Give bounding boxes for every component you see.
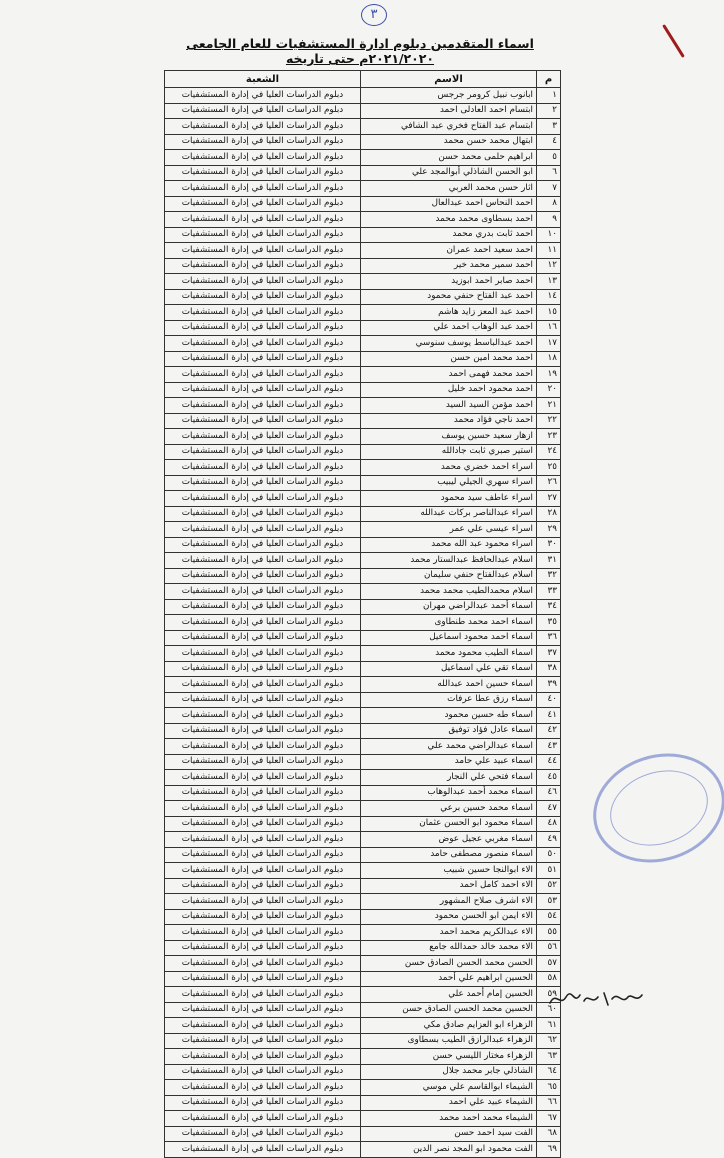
row-number: ٨: [537, 196, 561, 212]
row-branch: دبلوم الدراسات العليا في إدارة المستشفيات: [165, 320, 361, 336]
row-number: ٢٦: [537, 475, 561, 491]
row-branch: دبلوم الدراسات العليا في إدارة المستشفيات: [165, 863, 361, 879]
table-row: [165, 1049, 561, 1065]
row-branch: دبلوم الدراسات العليا في إدارة المستشفيات: [165, 243, 361, 259]
table-body: [165, 88, 561, 1158]
table-row: [165, 522, 561, 538]
row-branch: دبلوم الدراسات العليا في إدارة المستشفيات: [165, 413, 361, 429]
row-name: اسماء أحمد عبدالراضي مهران: [361, 599, 537, 615]
table-row: [165, 1002, 561, 1018]
row-branch: دبلوم الدراسات العليا في إدارة المستشفيات: [165, 382, 361, 398]
row-name: اسلام عبدالفتاح حنفي سليمان: [361, 568, 537, 584]
row-number: ١٥: [537, 305, 561, 321]
row-branch: دبلوم الدراسات العليا في إدارة المستشفيات: [165, 677, 361, 693]
header-branch: الشعبة: [165, 71, 361, 88]
row-name: اسماء محمد أحمد عبدالوهاب: [361, 785, 537, 801]
row-number: ٤٢: [537, 723, 561, 739]
row-number: ١٣: [537, 274, 561, 290]
table-row: [165, 1064, 561, 1080]
row-number: ١١: [537, 243, 561, 259]
row-number: ٢١: [537, 398, 561, 414]
row-number: ٣٧: [537, 646, 561, 662]
row-branch: دبلوم الدراسات العليا في إدارة المستشفيات: [165, 150, 361, 166]
row-number: ١٧: [537, 336, 561, 352]
row-number: ٤٣: [537, 739, 561, 755]
row-number: ٥٤: [537, 909, 561, 925]
row-name: احمد عبد المعز زايد هاشم: [361, 305, 537, 321]
row-number: ٢٢: [537, 413, 561, 429]
table-row: [165, 568, 561, 584]
row-number: ٣٣: [537, 584, 561, 600]
signature: [548, 985, 644, 1011]
table-row: [165, 134, 561, 150]
row-number: ٢٩: [537, 522, 561, 538]
row-number: ٦٤: [537, 1064, 561, 1080]
row-name: اسراء عاطف سيد محمود: [361, 491, 537, 507]
row-branch: دبلوم الدراسات العليا في إدارة المستشفيات: [165, 940, 361, 956]
row-name: اسماء احمد محمد طنطاوى: [361, 615, 537, 631]
header-name: الاسم: [361, 71, 537, 88]
row-branch: دبلوم الدراسات العليا في إدارة المستشفيات: [165, 444, 361, 460]
row-number: ٤٨: [537, 816, 561, 832]
table-row: [165, 692, 561, 708]
row-branch: دبلوم الدراسات العليا في إدارة المستشفيات: [165, 646, 361, 662]
row-branch: دبلوم الدراسات العليا في إدارة المستشفيات: [165, 909, 361, 925]
table-row: [165, 1018, 561, 1034]
row-branch: دبلوم الدراسات العليا في إدارة المستشفيات: [165, 119, 361, 135]
row-name: احمد عبدالباسط يوسف سنوسي: [361, 336, 537, 352]
row-name: الحسن محمد الحسن الصادق حسن: [361, 956, 537, 972]
table-row: [165, 677, 561, 693]
row-name: احمد عبد الفتاح حنفي محمود: [361, 289, 537, 305]
table-row: [165, 754, 561, 770]
table-row: [165, 1080, 561, 1096]
row-branch: دبلوم الدراسات العليا في إدارة المستشفيات: [165, 553, 361, 569]
row-name: احمد ثابت بدري محمد: [361, 227, 537, 243]
row-number: ٣٤: [537, 599, 561, 615]
row-name: احمد سعيد احمد عمران: [361, 243, 537, 259]
table-row: [165, 444, 561, 460]
row-number: ٥٢: [537, 878, 561, 894]
row-name: اسماء فتحي علي النجار: [361, 770, 537, 786]
table-row: [165, 940, 561, 956]
row-number: ٦٠: [537, 1002, 561, 1018]
table-row: [165, 367, 561, 383]
applicants-table: [164, 70, 561, 1158]
row-name: احمد مؤمن السيد السيد: [361, 398, 537, 414]
row-number: ٥٠: [537, 847, 561, 863]
table-row: [165, 460, 561, 476]
table-row: [165, 243, 561, 259]
table-row: [165, 894, 561, 910]
row-branch: دبلوم الدراسات العليا في إدارة المستشفيات: [165, 351, 361, 367]
table-row: [165, 599, 561, 615]
row-branch: دبلوم الدراسات العليا في إدارة المستشفيات: [165, 692, 361, 708]
table-row: [165, 1142, 561, 1158]
row-name: احمد بسطاوى محمد محمد: [361, 212, 537, 228]
row-name: الاء اشرف صلاح المشهور: [361, 894, 537, 910]
table-row: [165, 739, 561, 755]
row-name: ابو الحسن الشاذلي أبوالمجد علي: [361, 165, 537, 181]
row-branch: دبلوم الدراسات العليا في إدارة المستشفيات: [165, 1111, 361, 1127]
table-row: [165, 584, 561, 600]
row-name: ابراهيم حلمى محمد حسن: [361, 150, 537, 166]
row-name: استير صبري ثابت جادالله: [361, 444, 537, 460]
row-number: ٤٧: [537, 801, 561, 817]
row-name: ابتسام عبد الفتاح فخري عبد الشافي: [361, 119, 537, 135]
row-name: الشيماء عبيد علي احمد: [361, 1095, 537, 1111]
official-stamp: [579, 737, 724, 879]
table-row: [165, 770, 561, 786]
row-branch: دبلوم الدراسات العليا في إدارة المستشفيات: [165, 615, 361, 631]
row-branch: دبلوم الدراسات العليا في إدارة المستشفيات: [165, 367, 361, 383]
row-branch: دبلوم الدراسات العليا في إدارة المستشفيات: [165, 1049, 361, 1065]
row-name: احمد عبد الوهاب احمد علي: [361, 320, 537, 336]
table-row: [165, 227, 561, 243]
table-row: [165, 491, 561, 507]
table-row: [165, 1095, 561, 1111]
row-branch: دبلوم الدراسات العليا في إدارة المستشفيات: [165, 754, 361, 770]
row-number: ٣١: [537, 553, 561, 569]
row-name: احمد سمير محمد خير: [361, 258, 537, 274]
row-number: ٢٨: [537, 506, 561, 522]
row-name: ازهار سعيد حسين يوسف: [361, 429, 537, 445]
row-name: احمد محمد امين حسن: [361, 351, 537, 367]
row-name: الشيماء ابوالقاسم علي موسي: [361, 1080, 537, 1096]
row-name: ابتسام احمد العادلى احمد: [361, 103, 537, 119]
row-branch: دبلوم الدراسات العليا في إدارة المستشفيات: [165, 289, 361, 305]
row-name: الحسين محمد الحسن الصادق حسن: [361, 1002, 537, 1018]
row-number: ٣٩: [537, 677, 561, 693]
document-title: اسماء المتقدمين دبلوم ادارة المستشفيات للعام الجامعى ٢٠٢١/٢٠٢٠م حتى تاريخه: [186, 36, 534, 66]
row-name: احمد ناجي فؤاد محمد: [361, 413, 537, 429]
row-number: ٥٦: [537, 940, 561, 956]
table-row: [165, 816, 561, 832]
row-number: ١: [537, 88, 561, 104]
row-branch: دبلوم الدراسات العليا في إدارة المستشفيات: [165, 1095, 361, 1111]
table-row: [165, 103, 561, 119]
table-row: [165, 832, 561, 848]
table-row: [165, 212, 561, 228]
table-row: [165, 847, 561, 863]
row-name: الشيماء محمد احمد محمد: [361, 1111, 537, 1127]
row-number: ٢٥: [537, 460, 561, 476]
row-name: احمد محمد فهمى احمد: [361, 367, 537, 383]
row-name: الزهراء عبدالرازق الطيب بسطاوى: [361, 1033, 537, 1049]
row-number: ٩: [537, 212, 561, 228]
row-name: اسماء محمود ابو الحسن عثمان: [361, 816, 537, 832]
row-branch: دبلوم الدراسات العليا في إدارة المستشفيات: [165, 460, 361, 476]
row-number: ٥: [537, 150, 561, 166]
header-num: م: [537, 71, 561, 88]
table-row: [165, 878, 561, 894]
row-number: ٤٩: [537, 832, 561, 848]
row-branch: دبلوم الدراسات العليا في إدارة المستشفيات: [165, 491, 361, 507]
row-branch: دبلوم الدراسات العليا في إدارة المستشفيات: [165, 1142, 361, 1158]
row-name: اسماء الطيب محمود محمد: [361, 646, 537, 662]
row-number: ٦٥: [537, 1080, 561, 1096]
table-row: [165, 723, 561, 739]
row-name: الزهراء ابو العزايم صادق مكي: [361, 1018, 537, 1034]
table-row: [165, 196, 561, 212]
row-number: ٥١: [537, 863, 561, 879]
row-number: ١٩: [537, 367, 561, 383]
table-row: [165, 1033, 561, 1049]
row-branch: دبلوم الدراسات العليا في إدارة المستشفيات: [165, 134, 361, 150]
row-name: اسماء طه حسين محمود: [361, 708, 537, 724]
row-name: اسلام عبدالحافظ عبدالستار محمد: [361, 553, 537, 569]
row-number: ٤٠: [537, 692, 561, 708]
row-name: الفت محمود ابو المجد نصر الدين: [361, 1142, 537, 1158]
row-name: اسراء عبدالناصر بركات عبدالله: [361, 506, 537, 522]
row-branch: دبلوم الدراسات العليا في إدارة المستشفيات: [165, 739, 361, 755]
row-name: اسماء تقي علي اسماعيل: [361, 661, 537, 677]
table-row: [165, 801, 561, 817]
row-number: ٥٣: [537, 894, 561, 910]
row-number: ٤٤: [537, 754, 561, 770]
row-number: ٢٧: [537, 491, 561, 507]
row-branch: دبلوم الدراسات العليا في إدارة المستشفيات: [165, 832, 361, 848]
row-branch: دبلوم الدراسات العليا في إدارة المستشفيات: [165, 816, 361, 832]
row-branch: دبلوم الدراسات العليا في إدارة المستشفيات: [165, 336, 361, 352]
table-row: [165, 150, 561, 166]
table-row: [165, 305, 561, 321]
table-row: [165, 258, 561, 274]
row-name: الحسين ابراهيم علي أحمد: [361, 971, 537, 987]
table-row: [165, 987, 561, 1003]
row-number: ٦١: [537, 1018, 561, 1034]
row-branch: دبلوم الدراسات العليا في إدارة المستشفيات: [165, 522, 361, 538]
row-number: ٤٥: [537, 770, 561, 786]
table-row: [165, 646, 561, 662]
table-row: [165, 88, 561, 104]
table-row: [165, 925, 561, 941]
row-branch: دبلوم الدراسات العليا في إدارة المستشفيات: [165, 956, 361, 972]
row-name: الاء ابوالنجا حسين شبيب: [361, 863, 537, 879]
row-branch: دبلوم الدراسات العليا في إدارة المستشفيات: [165, 1064, 361, 1080]
row-branch: دبلوم الدراسات العليا في إدارة المستشفيات: [165, 708, 361, 724]
row-branch: دبلوم الدراسات العليا في إدارة المستشفيات: [165, 165, 361, 181]
row-branch: دبلوم الدراسات العليا في إدارة المستشفيات: [165, 537, 361, 553]
row-branch: دبلوم الدراسات العليا في إدارة المستشفيات: [165, 584, 361, 600]
row-branch: دبلوم الدراسات العليا في إدارة المستشفيات: [165, 971, 361, 987]
page-number: ٣: [370, 7, 378, 22]
row-branch: دبلوم الدراسات العليا في إدارة المستشفيات: [165, 212, 361, 228]
stamp-inner-ring: [600, 758, 717, 857]
table-row: [165, 863, 561, 879]
row-number: ٥٩: [537, 987, 561, 1003]
table-row: [165, 181, 561, 197]
row-number: ١٠: [537, 227, 561, 243]
row-number: ٥٨: [537, 971, 561, 987]
row-branch: دبلوم الدراسات العليا في إدارة المستشفيات: [165, 599, 361, 615]
table-row: [165, 615, 561, 631]
row-branch: دبلوم الدراسات العليا في إدارة المستشفيات: [165, 475, 361, 491]
row-name: الاء عبدالكريم محمد احمد: [361, 925, 537, 941]
row-number: ٥٥: [537, 925, 561, 941]
table-row: [165, 274, 561, 290]
row-branch: دبلوم الدراسات العليا في إدارة المستشفيات: [165, 429, 361, 445]
table-row: [165, 708, 561, 724]
row-name: ابانوب نبيل كرومر جرجس: [361, 88, 537, 104]
row-name: احمد محمود احمد خليل: [361, 382, 537, 398]
table-row: [165, 1111, 561, 1127]
row-number: ١٨: [537, 351, 561, 367]
row-branch: دبلوم الدراسات العليا في إدارة المستشفيات: [165, 568, 361, 584]
table-header-row: [165, 71, 561, 88]
row-branch: دبلوم الدراسات العليا في إدارة المستشفيات: [165, 770, 361, 786]
row-branch: دبلوم الدراسات العليا في إدارة المستشفيات: [165, 894, 361, 910]
row-branch: دبلوم الدراسات العليا في إدارة المستشفيات: [165, 227, 361, 243]
table-row: [165, 475, 561, 491]
table-row: [165, 320, 561, 336]
table-row: [165, 119, 561, 135]
row-name: اسراء عيسى علي عمر: [361, 522, 537, 538]
row-name: الشاذلي جابر محمد جلال: [361, 1064, 537, 1080]
row-number: ٤١: [537, 708, 561, 724]
row-number: ٢٠: [537, 382, 561, 398]
table-row: [165, 382, 561, 398]
row-branch: دبلوم الدراسات العليا في إدارة المستشفيات: [165, 274, 361, 290]
row-name: اسماء منصور مصطفى حامد: [361, 847, 537, 863]
row-name: اسراء محمود عبد الله محمد: [361, 537, 537, 553]
table-row: [165, 956, 561, 972]
row-name: اسراء سهري الجيلي ليبيب: [361, 475, 537, 491]
row-branch: دبلوم الدراسات العليا في إدارة المستشفيات: [165, 847, 361, 863]
table-row: [165, 289, 561, 305]
row-number: ٦٩: [537, 1142, 561, 1158]
row-number: ٦: [537, 165, 561, 181]
row-number: ١٦: [537, 320, 561, 336]
row-name: اسلام محمدالطيب محمد محمد: [361, 584, 537, 600]
row-name: اسماء عبيد علي حامد: [361, 754, 537, 770]
row-branch: دبلوم الدراسات العليا في إدارة المستشفيات: [165, 661, 361, 677]
row-number: ٣٨: [537, 661, 561, 677]
row-number: ٢٣: [537, 429, 561, 445]
table-row: [165, 909, 561, 925]
table-row: [165, 1126, 561, 1142]
row-name: الفت سيد احمد حسن: [361, 1126, 537, 1142]
pen-mark: [662, 24, 685, 58]
table-row: [165, 413, 561, 429]
row-number: ٥٧: [537, 956, 561, 972]
page-number-circle: [361, 4, 387, 26]
row-number: ٣٥: [537, 615, 561, 631]
table-row: [165, 661, 561, 677]
row-branch: دبلوم الدراسات العليا في إدارة المستشفيات: [165, 630, 361, 646]
row-branch: دبلوم الدراسات العليا في إدارة المستشفيات: [165, 785, 361, 801]
row-branch: دبلوم الدراسات العليا في إدارة المستشفيات: [165, 88, 361, 104]
row-name: الحسين إمام أحمد علي: [361, 987, 537, 1003]
row-number: ٣٦: [537, 630, 561, 646]
row-branch: دبلوم الدراسات العليا في إدارة المستشفيات: [165, 1033, 361, 1049]
row-branch: دبلوم الدراسات العليا في إدارة المستشفيات: [165, 398, 361, 414]
table-row: [165, 506, 561, 522]
row-number: ٣: [537, 119, 561, 135]
row-branch: دبلوم الدراسات العليا في إدارة المستشفيات: [165, 305, 361, 321]
row-branch: دبلوم الدراسات العليا في إدارة المستشفيات: [165, 258, 361, 274]
row-branch: دبلوم الدراسات العليا في إدارة المستشفيات: [165, 506, 361, 522]
row-branch: دبلوم الدراسات العليا في إدارة المستشفيات: [165, 1002, 361, 1018]
row-name: اسماء رزق عطا عرفات: [361, 692, 537, 708]
row-name: ابتهال محمد حسن محمد: [361, 134, 537, 150]
row-branch: دبلوم الدراسات العليا في إدارة المستشفيات: [165, 1080, 361, 1096]
row-name: احمد صابر احمد ابوزيد: [361, 274, 537, 290]
table-row: [165, 165, 561, 181]
row-branch: دبلوم الدراسات العليا في إدارة المستشفيات: [165, 1018, 361, 1034]
row-branch: دبلوم الدراسات العليا في إدارة المستشفيات: [165, 723, 361, 739]
row-number: ٤: [537, 134, 561, 150]
row-branch: دبلوم الدراسات العليا في إدارة المستشفيات: [165, 196, 361, 212]
table-row: [165, 429, 561, 445]
row-name: احمد النحاس احمد عبدالعال: [361, 196, 537, 212]
row-name: الاء احمد كامل احمد: [361, 878, 537, 894]
row-number: ١٤: [537, 289, 561, 305]
table-row: [165, 336, 561, 352]
table-row: [165, 785, 561, 801]
row-name: اسماء حسين احمد عبدالله: [361, 677, 537, 693]
row-name: الاء ايمن ابو الحسن محمود: [361, 909, 537, 925]
row-number: ٣٢: [537, 568, 561, 584]
row-name: اسراء احمد خضري محمد: [361, 460, 537, 476]
row-name: اسماء عادل فؤاد توفيق: [361, 723, 537, 739]
row-number: ٧: [537, 181, 561, 197]
row-branch: دبلوم الدراسات العليا في إدارة المستشفيات: [165, 925, 361, 941]
row-number: ٦٣: [537, 1049, 561, 1065]
row-branch: دبلوم الدراسات العليا في إدارة المستشفيات: [165, 878, 361, 894]
row-name: اسماء مغربي عجيل عوض: [361, 832, 537, 848]
table-row: [165, 537, 561, 553]
row-number: ١٢: [537, 258, 561, 274]
row-branch: دبلوم الدراسات العليا في إدارة المستشفيات: [165, 103, 361, 119]
row-number: ٢: [537, 103, 561, 119]
row-number: ٣٠: [537, 537, 561, 553]
row-name: اسماء عبدالراضي محمد علي: [361, 739, 537, 755]
row-number: ٦٨: [537, 1126, 561, 1142]
row-branch: دبلوم الدراسات العليا في إدارة المستشفيات: [165, 801, 361, 817]
table-row: [165, 553, 561, 569]
table-row: [165, 630, 561, 646]
row-number: ٦٦: [537, 1095, 561, 1111]
table-row: [165, 398, 561, 414]
row-branch: دبلوم الدراسات العليا في إدارة المستشفيات: [165, 987, 361, 1003]
table-row: [165, 351, 561, 367]
row-number: ٤٦: [537, 785, 561, 801]
row-number: ٦٢: [537, 1033, 561, 1049]
row-name: اسماء محمد حسين برعي: [361, 801, 537, 817]
row-number: ٢٤: [537, 444, 561, 460]
row-name: اثار حسن محمد العربي: [361, 181, 537, 197]
row-name: الزهراء مختار الليسي حسن: [361, 1049, 537, 1065]
table-row: [165, 971, 561, 987]
row-number: ٦٧: [537, 1111, 561, 1127]
row-name: الاء محمد خالد حمدالله جامع: [361, 940, 537, 956]
row-name: اسماء احمد محمود اسماعيل: [361, 630, 537, 646]
row-branch: دبلوم الدراسات العليا في إدارة المستشفيات: [165, 181, 361, 197]
row-branch: دبلوم الدراسات العليا في إدارة المستشفيات: [165, 1126, 361, 1142]
